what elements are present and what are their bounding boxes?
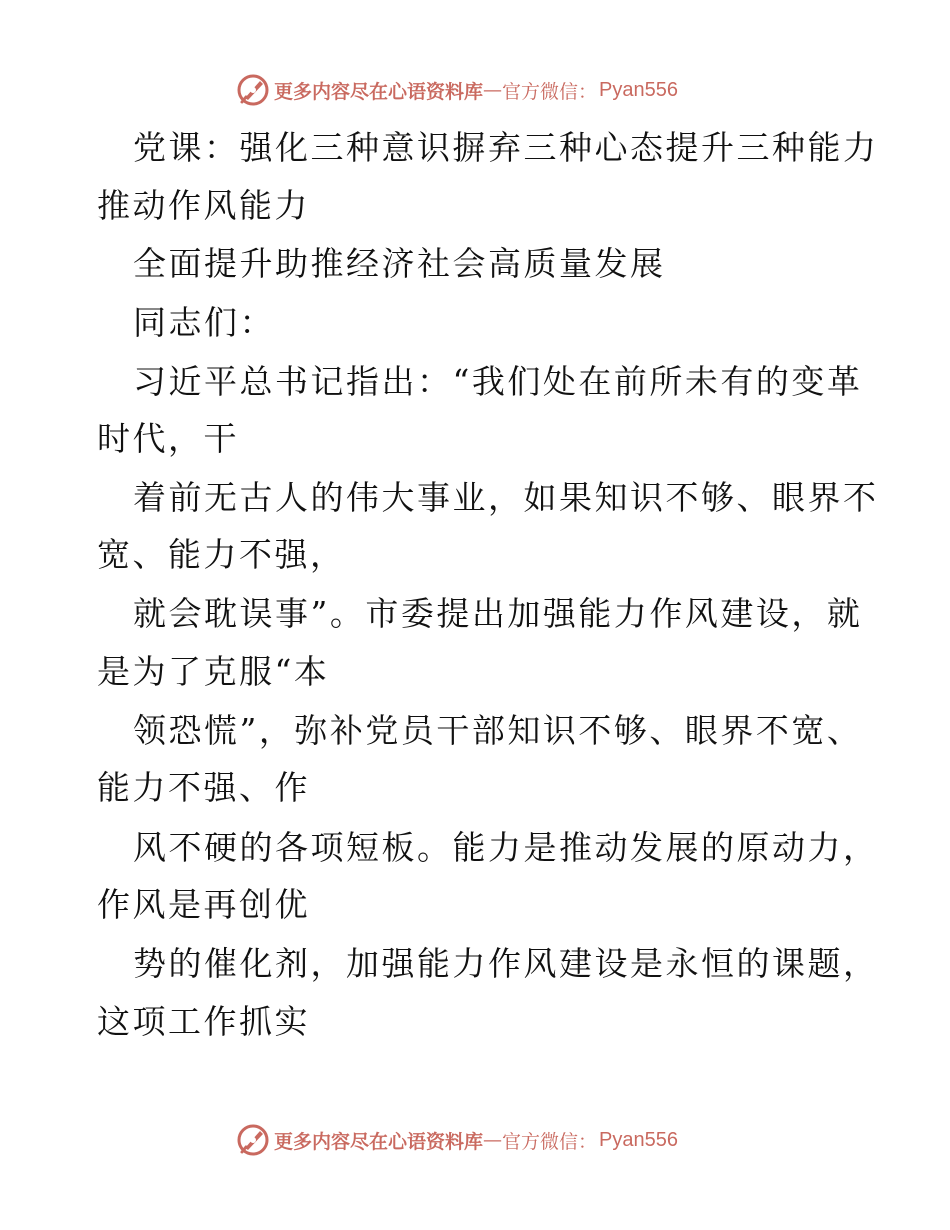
paragraph-line: 作风是再创优: [97, 885, 310, 924]
title-line-2: 推动作风能力: [97, 186, 310, 225]
watermark-banner-top: [236, 73, 678, 107]
paragraph-line: 宽、能力不强，: [97, 535, 346, 574]
paragraph-line: 习近平总书记指出：“我们处在前所未有的变革: [133, 362, 863, 401]
quill-logo-icon: [236, 73, 270, 107]
subtitle-line: 全面提升助推经济社会高质量发展: [133, 244, 666, 283]
watermark-brand: 更多内容尽在心语资料库: [274, 1130, 484, 1153]
watermark-wechat-label: 官方微信：: [502, 1130, 598, 1153]
paragraph-line: 就会耽误事”。市委提出加强能力作风建设，就: [133, 594, 863, 633]
watermark-wechat-id: Pyan556: [599, 78, 678, 101]
title-line-1: 党课：强化三种意识摒弃三种心态提升三种能力: [133, 128, 879, 167]
paragraph-line: 领恐慌”，弥补党员干部知识不够、眼界不宽、: [133, 711, 863, 750]
watermark-separator: —: [483, 79, 503, 101]
paragraph-line: 风不硬的各项短板。能力是推动发展的原动力，: [133, 828, 879, 867]
paragraph-line: 这项工作抓实: [97, 1002, 310, 1041]
watermark-wechat-id: Pyan556: [599, 1128, 678, 1151]
salutation: 同志们：: [133, 303, 275, 342]
paragraph-line: 着前无古人的伟大事业，如果知识不够、眼界不: [133, 478, 879, 517]
paragraph-line: 是为了克服“本: [97, 652, 330, 691]
quill-logo-icon: [236, 1123, 270, 1157]
watermark-separator: —: [483, 1129, 503, 1151]
watermark-banner-bottom: [236, 1123, 678, 1157]
watermark-wechat-label: 官方微信：: [502, 80, 598, 103]
paragraph-line: 时代，干: [97, 419, 239, 458]
paragraph-line: 能力不强、作: [97, 768, 310, 807]
paragraph-line: 势的催化剂，加强能力作风建设是永恒的课题，: [133, 944, 879, 983]
watermark-brand: 更多内容尽在心语资料库: [274, 80, 484, 103]
